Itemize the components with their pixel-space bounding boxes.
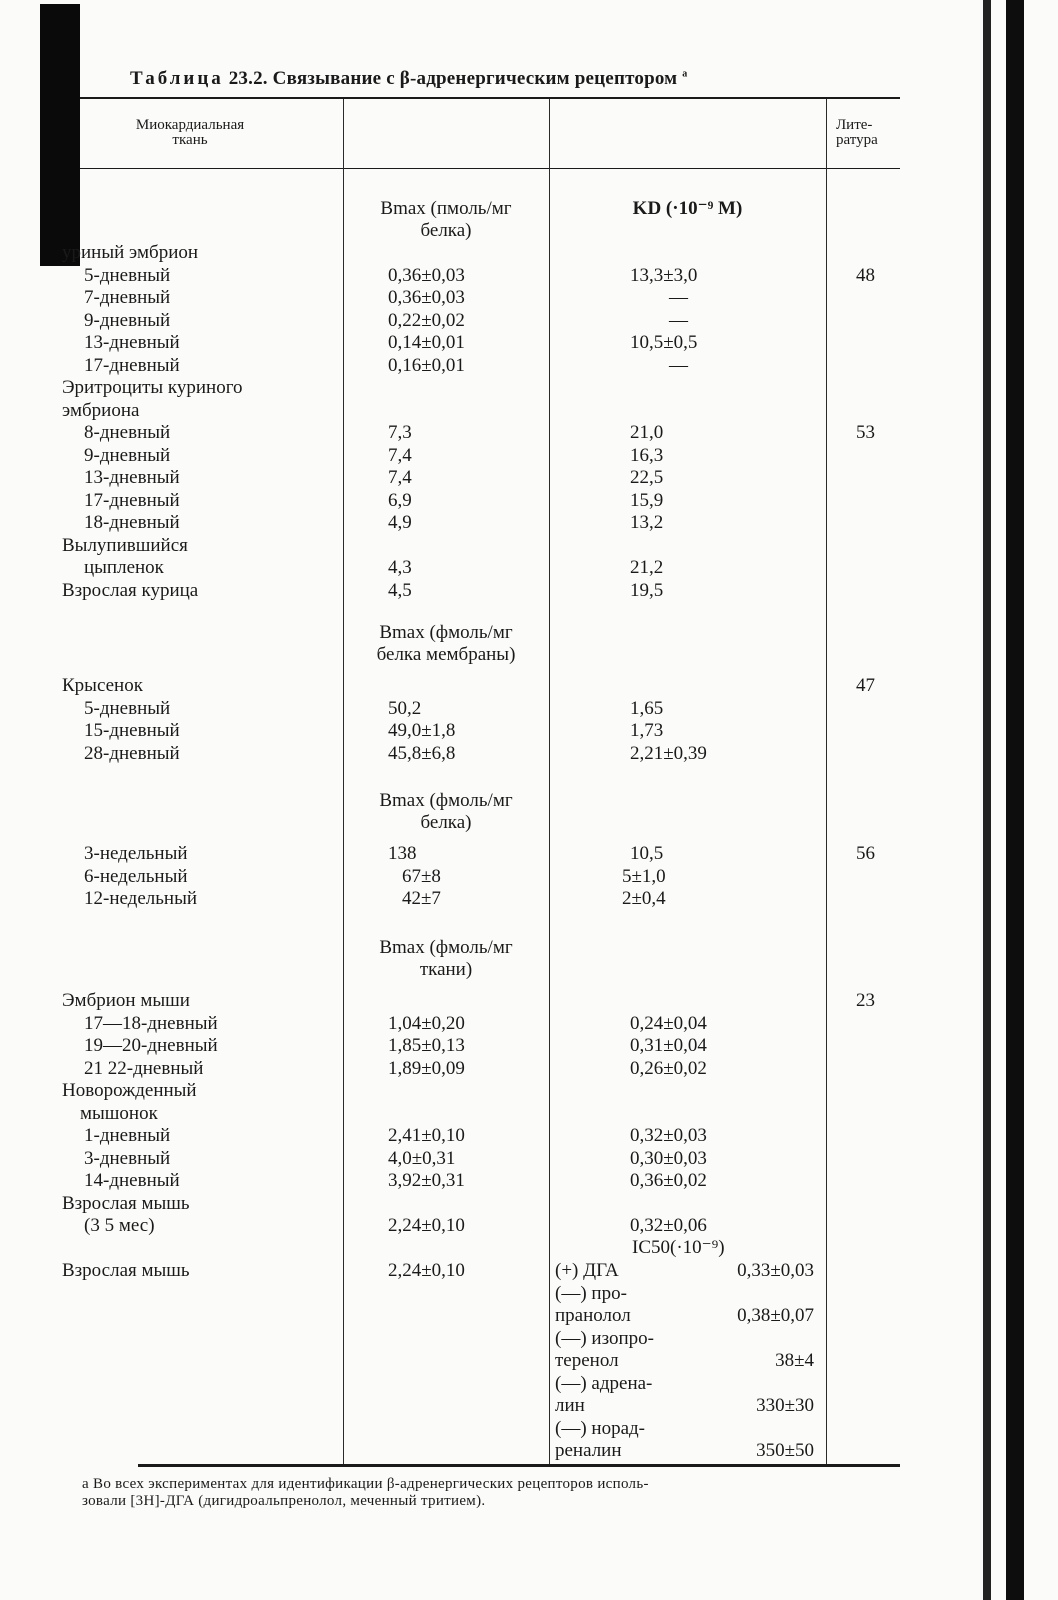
row-bmax-value: 6,9 [388,489,412,511]
column-divider-1 [343,99,344,1464]
row-bmax-value: 4,3 [388,557,412,578]
row-label: 18-дневный [84,512,180,533]
row-bmax-value: 4,0±0,31 [388,1147,456,1169]
ic50-line-text: (—) норад- [555,1417,645,1439]
row-label: Эмбрион мыши [62,990,190,1011]
row-label: 12-недельный [84,888,198,909]
row-bmax-value: 50,2 [388,697,422,719]
row-kd-value: 1,73 [630,720,664,741]
row-label: 13-дневный [84,467,180,488]
row-reference: 56 [856,843,875,864]
bmax-unit-line1: Bmax (фмоль/мг [379,937,513,958]
bmax-unit-header [335,622,557,666]
row-bmax-value: 0,14±0,01 [388,332,465,353]
row-bmax-value: 4,5 [388,579,412,601]
row-label: 3-недельный [84,843,188,864]
ic50-line-value: 0,38±0,07 [737,1305,814,1326]
row-kd-value: 10,5 [630,843,664,864]
column-divider-3 [826,99,827,1464]
ic50-line-value: 330±30 [756,1395,814,1416]
row-label: 7-дневный [84,287,171,308]
row-bmax-value: 67±8 [402,865,441,887]
header-tissue-line1: Миокардиальная [135,117,245,133]
row-bmax-value: 2,24±0,10 [388,1215,465,1236]
bmax-unit-header [343,198,549,242]
row-reference: 48 [856,264,875,286]
row-bmax-value: 42±7 [402,888,441,909]
row-kd-value: 0,24±0,04 [630,1012,707,1034]
row-label: 17-дневный [84,354,180,376]
table-title-marker: а [682,68,688,80]
row-kd-value: 0,36±0,02 [630,1170,707,1191]
row-label: 28-дневный [84,742,180,764]
scan-edge-right-2 [1006,0,1024,1600]
row-bmax-value: 49,0±1,8 [388,720,456,741]
table-bottom-rule [138,1464,900,1467]
row-label: 13-дневный [84,332,180,353]
row-kd-value: — [669,354,688,376]
bmax-unit-header [335,937,557,981]
row-bmax-value: 45,8±6,8 [388,742,456,764]
ic50-row-label: Взрослая мышь [62,1260,190,1281]
footnote-line1: а Во всех экспериментах для идентификации β-адренергических рецепторов исполь- [82,1476,649,1492]
bmax-unit-line2: белка) [420,220,472,241]
row-kd-value: 0,32±0,06 [630,1215,707,1236]
row-bmax-value: 1,04±0,20 [388,1012,465,1034]
row-kd-value: 0,26±0,02 [630,1057,707,1079]
ic50-row-bmax: 2,24±0,10 [388,1260,465,1281]
table-title [130,68,687,90]
row-label: мышонок [80,1102,158,1124]
row-bmax-value: 7,4 [388,467,412,488]
scan-black-bar-left [40,4,80,266]
row-bmax-value: 0,22±0,02 [388,309,465,331]
row-label: 9-дневный [84,309,171,331]
row-label: Взрослая мышь [62,1192,190,1214]
row-label: 9-дневный [84,444,171,466]
row-label: 5-дневный [84,697,171,719]
row-label: 21 22-дневный [84,1057,204,1079]
bmax-unit-line2: белка мембраны) [376,644,516,665]
row-label: 14-дневный [84,1170,180,1191]
row-kd-value: 2,21±0,39 [630,742,707,764]
row-label: 3-дневный [84,1147,171,1169]
ic50-line-text: реналин [555,1440,622,1461]
row-kd-value: 21,0 [630,422,664,443]
row-label: 6-недельный [84,865,188,887]
row-kd-value: 10,5±0,5 [630,332,698,353]
row-kd-value: 0,32±0,03 [630,1125,707,1146]
header-reference-line2: ратура [836,132,878,148]
column-divider-2 [549,99,550,1464]
row-bmax-value: 0,16±0,01 [388,354,465,376]
ic50-line-value: 0,33±0,03 [737,1260,814,1281]
row-kd-value: — [669,309,688,331]
header-reference [836,118,878,148]
row-bmax-value: 0,36±0,03 [388,287,465,308]
row-bmax-value: 2,41±0,10 [388,1125,465,1146]
row-bmax-value: 0,36±0,03 [388,264,465,286]
row-label: 17—18-дневный [84,1012,218,1034]
row-label: 17-дневный [84,489,180,511]
header-reference-line1: Лите- [836,117,873,133]
ic50-line-value: 350±50 [756,1440,814,1461]
bmax-unit-line1: Bmax (пмоль/мг [380,198,512,219]
table-header-rule [80,168,900,169]
ic50-line-text: (—) адрена- [555,1372,653,1394]
row-label: Крысенок [62,675,143,696]
row-kd-value: — [669,287,688,308]
row-kd-value: 5±1,0 [622,865,666,887]
header-tissue [100,118,280,148]
row-label: Взрослая курица [62,579,199,601]
row-reference: 47 [856,675,875,696]
row-kd-value: 16,3 [630,444,664,466]
row-label: 15-дневный [84,720,180,741]
bmax-unit-line2: белка) [420,812,472,833]
row-kd-value: 22,5 [630,467,664,488]
row-label: Эритроциты куриного [62,377,243,398]
bmax-unit-line1: Bmax (фмоль/мг [379,790,513,811]
kd-unit-header: KD (·10⁻⁹ M) [632,198,743,219]
scan-edge-right-1 [983,0,991,1600]
row-bmax-value: 1,85±0,13 [388,1035,465,1056]
table-title-prefix: Таблица [130,68,224,89]
row-label: 5-дневный [84,264,171,286]
ic50-line-text: теренол [555,1350,619,1371]
row-label: уриный эмбрион [62,242,199,263]
row-kd-value: 13,2 [630,512,664,533]
row-label: 1-дневный [84,1125,171,1146]
ic50-heading: IC50(·10⁻⁹) [632,1237,725,1258]
row-reference: 23 [856,990,875,1011]
row-label: 19—20-дневный [84,1035,218,1056]
ic50-line-text: лин [555,1395,585,1416]
row-bmax-value: 7,3 [388,422,412,443]
ic50-line-text: (—) про- [555,1282,627,1304]
row-kd-value: 0,30±0,03 [630,1147,707,1169]
table-title-main: 23.2. Связывание с β-адренергическим рецептором [228,68,678,89]
row-label: цыпленок [84,557,164,578]
row-bmax-value: 138 [388,843,417,864]
ic50-line-text: (—) изопро- [555,1327,654,1349]
row-bmax-value: 3,92±0,31 [388,1170,465,1191]
bmax-unit-line1: Bmax (фмоль/мг [379,622,513,643]
row-bmax-value: 1,89±0,09 [388,1057,465,1079]
row-kd-value: 1,65 [630,697,664,719]
row-label: эмбриона [62,399,140,421]
footnote-line2: зовали [3H]-ДГА (дигидроальпренолол, меченный тритием). [82,1493,486,1509]
row-kd-value: 19,5 [630,579,664,601]
row-label: (3 5 мес) [84,1215,155,1236]
row-label: Вылупившийся [62,534,188,556]
row-bmax-value: 4,9 [388,512,412,533]
row-kd-value: 13,3±3,0 [630,264,698,286]
ic50-line-text: (+) ДГА [555,1260,619,1281]
ic50-line-text: пранолол [555,1305,631,1326]
row-kd-value: 2±0,4 [622,888,666,909]
bmax-unit-header [335,790,557,834]
row-kd-value: 15,9 [630,489,664,511]
row-reference: 53 [856,422,875,443]
row-label: 8-дневный [84,422,171,443]
row-bmax-value: 7,4 [388,444,412,466]
ic50-line-value: 38±4 [775,1350,814,1371]
row-label: Новорожденный [62,1080,197,1101]
header-tissue-line2: ткань [172,132,208,148]
footnote [82,1476,649,1510]
bmax-unit-line2: ткани) [419,959,473,980]
table-top-rule [80,97,900,99]
row-kd-value: 0,31±0,04 [630,1035,707,1056]
row-kd-value: 21,2 [630,557,664,578]
